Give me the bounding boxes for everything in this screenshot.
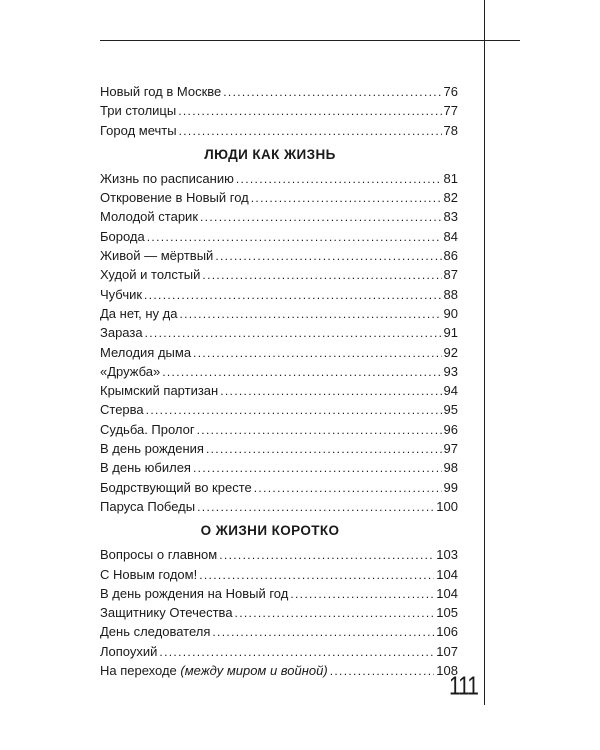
top-rule: [100, 40, 520, 41]
entry-title: Да нет, ну да: [100, 305, 178, 321]
dot-leader: [330, 661, 435, 680]
entry-title: Живой — мёртвый: [100, 248, 214, 264]
toc-entry[interactable]: [100, 584, 458, 603]
entry-page: 76: [443, 84, 458, 99]
dot-leader: [197, 420, 442, 439]
entry-title: «Дружба»: [100, 363, 161, 379]
dot-leader: [223, 82, 441, 101]
entry-title: В день юбилея: [100, 460, 191, 476]
dot-leader: [254, 478, 442, 497]
entry-page: 98: [443, 460, 458, 476]
dot-leader: [193, 343, 441, 362]
entry-title: Худой и толстый: [100, 267, 201, 283]
entry-page: 86: [443, 248, 458, 264]
toc-entry[interactable]: [100, 362, 458, 381]
dot-leader: [235, 603, 435, 622]
dot-leader: [197, 497, 434, 516]
entry-title: С Новым годом!: [100, 566, 198, 582]
toc-entry[interactable]: [100, 603, 458, 622]
entry-title: Бодрствующий во кресте: [100, 479, 252, 495]
dot-leader: [215, 246, 441, 265]
entry-title: Новый год в Москве: [100, 84, 222, 99]
entry-page: 103: [436, 547, 458, 563]
entry-title: Борода: [100, 228, 145, 244]
toc-entry[interactable]: [100, 400, 458, 419]
entry-title: Город мечты: [100, 122, 177, 138]
dot-leader: [179, 121, 442, 140]
toc-entry[interactable]: [100, 420, 458, 439]
entry-title: Стерва: [100, 402, 144, 418]
dot-leader: [145, 323, 442, 342]
toc-entry[interactable]: [100, 121, 458, 140]
toc-entry[interactable]: [100, 246, 458, 265]
dot-leader: [179, 304, 441, 323]
entry-page: 82: [443, 190, 458, 206]
entry-title: Лопоухий: [100, 643, 158, 659]
entry-page: 100: [436, 498, 458, 514]
toc-entry[interactable]: [100, 439, 458, 458]
dot-leader: [146, 400, 442, 419]
dot-leader: [178, 101, 441, 120]
toc-entry[interactable]: [100, 304, 458, 323]
toc-entry[interactable]: [100, 343, 458, 362]
toc-entry[interactable]: [100, 207, 458, 226]
entry-page: 84: [443, 228, 458, 244]
toc-entry[interactable]: [100, 188, 458, 207]
entry-title: В день рождения: [100, 441, 204, 457]
entry-title: Судьба. Пролог: [100, 421, 195, 437]
entry-page: 92: [443, 344, 458, 360]
table-of-contents: [100, 82, 458, 680]
entry-title: В день рождения на Новый год: [100, 585, 289, 601]
toc-entry[interactable]: [100, 381, 458, 400]
entry-page: 78: [443, 122, 458, 138]
page-number: 111: [449, 672, 478, 701]
entry-title: Откровение в Новый год: [100, 190, 249, 206]
dot-leader: [200, 207, 442, 226]
entry-page: 91: [443, 325, 458, 341]
entry-page: 104: [436, 585, 458, 601]
entry-subtitle: (между миром и войной): [180, 663, 328, 679]
entry-page: 97: [443, 441, 458, 457]
entry-title: Паруса Победы: [100, 498, 196, 514]
entry-page: 95: [443, 402, 458, 418]
entry-page: 94: [443, 383, 458, 399]
dot-leader: [220, 381, 441, 400]
entry-page: 77: [443, 103, 458, 119]
dot-leader: [144, 285, 441, 304]
toc-entry[interactable]: [100, 323, 458, 342]
toc-entry[interactable]: [100, 661, 458, 680]
section-heading: ЛЮДИ КАК ЖИЗНЬ: [204, 146, 336, 162]
dot-leader: [290, 584, 434, 603]
entry-page: 107: [436, 643, 458, 659]
entry-title-main: На переходе: [100, 663, 181, 679]
entry-title: Жизнь по расписанию: [100, 170, 234, 186]
side-rule: [484, 0, 485, 705]
dot-leader: [219, 545, 434, 564]
toc-entry[interactable]: [100, 497, 458, 516]
dot-leader: [251, 188, 442, 207]
entry-title: Три столицы: [100, 103, 177, 119]
entry-title: Защитнику Отечества: [100, 605, 233, 621]
toc-entry[interactable]: [100, 545, 458, 564]
dot-leader: [193, 458, 442, 477]
entry-title: День следователя: [100, 624, 211, 640]
entry-title: Мелодия дыма: [100, 344, 192, 360]
toc-entry[interactable]: [100, 285, 458, 304]
entry-page: 99: [443, 479, 458, 495]
entry-title: Вопросы о главном: [100, 547, 218, 563]
dot-leader: [236, 169, 442, 188]
dot-leader: [159, 642, 434, 661]
dot-leader: [162, 362, 441, 381]
entry-title: Молодой старик: [100, 209, 199, 225]
toc-entry[interactable]: [100, 169, 458, 188]
dot-leader: [206, 439, 442, 458]
toc-entry[interactable]: [100, 101, 458, 120]
entry-title: Чубчик: [100, 286, 143, 302]
entry-page: 83: [443, 209, 458, 225]
entry-title: Крымский партизан: [100, 383, 219, 399]
toc-entry[interactable]: [100, 458, 458, 477]
entry-title: [100, 661, 330, 680]
dot-leader: [212, 622, 434, 641]
toc-entry[interactable]: [100, 227, 458, 246]
entry-page: 90: [443, 305, 458, 321]
entry-page: 105: [436, 605, 458, 621]
toc-entry[interactable]: [100, 478, 458, 497]
dot-leader: [147, 227, 442, 246]
entry-page: 88: [443, 286, 458, 302]
entry-page: 106: [436, 624, 458, 640]
entry-page: 108: [436, 663, 458, 679]
entry-page: 104: [436, 566, 458, 582]
toc-entry[interactable]: [100, 82, 458, 101]
dot-leader: [199, 565, 434, 584]
entry-title: Зараза: [100, 325, 143, 341]
entry-page: 87: [443, 267, 458, 283]
entry-page: 96: [443, 421, 458, 437]
toc-entry[interactable]: [100, 565, 458, 584]
section-heading: О ЖИЗНИ КОРОТКО: [200, 523, 340, 539]
toc-entry[interactable]: [100, 642, 458, 661]
entry-page: 93: [443, 363, 458, 379]
dot-leader: [202, 265, 441, 284]
entry-page: 81: [443, 170, 458, 186]
toc-entry[interactable]: [100, 265, 458, 284]
toc-entry[interactable]: [100, 622, 458, 641]
